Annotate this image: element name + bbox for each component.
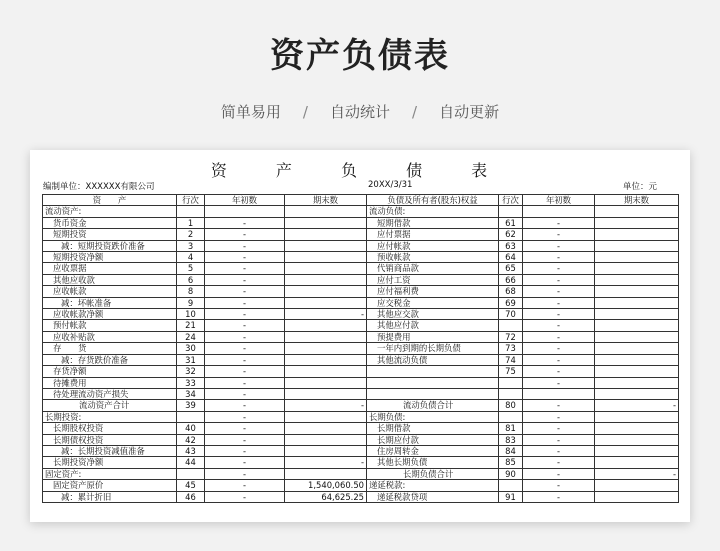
asset-opening-cell: -	[205, 366, 285, 377]
asset-item-cell: 减：短期投资跌价准备	[43, 240, 177, 251]
asset-closing-cell	[285, 331, 367, 342]
asset-opening-cell: -	[205, 480, 285, 491]
asset-line-cell: 34	[177, 388, 205, 399]
table-row	[43, 377, 679, 388]
asset-line-cell: 9	[177, 297, 205, 308]
liability-closing-cell	[595, 457, 679, 468]
liability-item-cell	[367, 366, 499, 377]
asset-opening-cell: -	[205, 263, 285, 274]
liability-item-cell: 住房周转金	[367, 445, 499, 456]
unit-label: 单位：元	[622, 182, 657, 192]
feature-auto-update: 自动更新	[439, 103, 500, 121]
liability-opening-cell: -	[523, 400, 595, 411]
asset-item-cell: 长期投资:	[43, 411, 177, 422]
liability-item-cell: 应付工资	[367, 274, 499, 285]
table-row	[43, 491, 679, 502]
asset-closing-cell: -	[285, 309, 367, 320]
table-row	[43, 331, 679, 342]
table-row	[43, 411, 679, 422]
asset-closing-cell	[285, 297, 367, 308]
asset-opening-cell: -	[205, 217, 285, 228]
liability-closing-cell	[595, 331, 679, 342]
company-label: 编制单位：XXXXXX有限公司	[43, 182, 155, 192]
liability-closing-cell	[595, 263, 679, 274]
liability-item-cell: 短期借款	[367, 217, 499, 228]
liability-item-cell: 其他流动负债	[367, 354, 499, 365]
liability-item-cell: 预收帐款	[367, 252, 499, 263]
liability-opening-cell: -	[523, 217, 595, 228]
asset-item-cell: 固定资产:	[43, 468, 177, 479]
liability-line-cell: 64	[499, 252, 523, 263]
liability-closing-cell	[595, 206, 679, 217]
liability-closing-cell	[595, 240, 679, 251]
liability-line-cell: 69	[499, 297, 523, 308]
liability-item-cell: 其他长期负债	[367, 457, 499, 468]
asset-closing-cell	[285, 434, 367, 445]
liability-opening-cell	[523, 206, 595, 217]
liability-line-cell: 68	[499, 286, 523, 297]
liability-opening-cell: -	[523, 354, 595, 365]
liability-line-cell: 75	[499, 366, 523, 377]
asset-closing-cell	[285, 217, 367, 228]
asset-opening-cell: -	[205, 423, 285, 434]
asset-item-cell: 长期债权投资	[43, 434, 177, 445]
liability-opening-cell: -	[523, 331, 595, 342]
asset-closing-cell	[285, 377, 367, 388]
liability-item-cell: 预提费用	[367, 331, 499, 342]
liability-closing-cell	[595, 388, 679, 399]
asset-closing-cell	[285, 274, 367, 285]
liability-item-cell: 其他应付款	[367, 320, 499, 331]
liability-line-cell: 61	[499, 217, 523, 228]
asset-closing-cell	[285, 320, 367, 331]
table-row	[43, 263, 679, 274]
report-date: 20XX/3/31	[368, 180, 413, 190]
liability-item-cell: 其他应交款	[367, 309, 499, 320]
asset-line-cell	[177, 468, 205, 479]
liability-closing-cell	[595, 229, 679, 240]
asset-closing-cell: -	[285, 457, 367, 468]
liability-opening-cell: -	[523, 229, 595, 240]
asset-item-cell: 其他应收款	[43, 274, 177, 285]
asset-line-cell: 42	[177, 434, 205, 445]
liability-opening-cell: -	[523, 366, 595, 377]
liability-line-cell	[499, 480, 523, 491]
col-header-closing: 期末数	[285, 195, 367, 206]
asset-opening-cell	[205, 206, 285, 217]
asset-opening-cell: -	[205, 297, 285, 308]
asset-item-cell: 货币资金	[43, 217, 177, 228]
asset-closing-cell	[285, 366, 367, 377]
asset-line-cell: 2	[177, 229, 205, 240]
feature-auto-stats: 自动统计	[329, 103, 390, 121]
liability-item-cell: 长期借款	[367, 423, 499, 434]
table-row	[43, 434, 679, 445]
liability-item-cell: 代销商品款	[367, 263, 499, 274]
liability-line-cell	[499, 411, 523, 422]
table-row	[43, 274, 679, 285]
liability-line-cell: 63	[499, 240, 523, 251]
asset-line-cell: 24	[177, 331, 205, 342]
asset-closing-cell	[285, 388, 367, 399]
liability-opening-cell: -	[523, 263, 595, 274]
asset-line-cell: 6	[177, 274, 205, 285]
asset-line-cell: 30	[177, 343, 205, 354]
asset-opening-cell: -	[205, 445, 285, 456]
liability-closing-cell	[595, 491, 679, 502]
liability-item-cell: 应付票据	[367, 229, 499, 240]
page-title: 资产负债表	[270, 36, 450, 76]
liability-opening-cell: -	[523, 457, 595, 468]
liability-item-cell	[367, 377, 499, 388]
table-row	[43, 354, 679, 365]
asset-item-cell: 长期股权投资	[43, 423, 177, 434]
table-row	[43, 229, 679, 240]
asset-opening-cell: -	[205, 274, 285, 285]
asset-opening-cell: -	[205, 377, 285, 388]
balance-sheet-table	[42, 194, 679, 503]
asset-item-cell: 应收帐款净额	[43, 309, 177, 320]
liability-opening-cell: -	[523, 286, 595, 297]
table-row	[43, 240, 679, 251]
liability-closing-cell	[595, 309, 679, 320]
table-row	[43, 480, 679, 491]
liability-closing-cell	[595, 286, 679, 297]
col-header-liabilities: 负债及所有者(股东)权益	[367, 195, 499, 206]
liability-opening-cell: -	[523, 240, 595, 251]
liability-opening-cell: -	[523, 491, 595, 502]
liability-closing-cell	[595, 320, 679, 331]
table-row	[43, 400, 679, 411]
asset-closing-cell	[285, 354, 367, 365]
asset-line-cell: 44	[177, 457, 205, 468]
asset-opening-cell: -	[205, 309, 285, 320]
asset-item-cell: 减：坏帐准备	[43, 297, 177, 308]
asset-line-cell: 5	[177, 263, 205, 274]
table-row	[43, 297, 679, 308]
liability-closing-cell	[595, 445, 679, 456]
asset-item-cell: 待处理流动资产损失	[43, 388, 177, 399]
liability-opening-cell: -	[523, 423, 595, 434]
liability-closing-cell	[595, 411, 679, 422]
col-header-closing: 期末数	[595, 195, 679, 206]
table-row	[43, 366, 679, 377]
liability-opening-cell: -	[523, 309, 595, 320]
col-header-assets: 资 产	[43, 195, 177, 206]
asset-line-cell: 46	[177, 491, 205, 502]
liability-line-cell: 83	[499, 434, 523, 445]
asset-opening-cell: -	[205, 240, 285, 251]
asset-opening-cell: -	[205, 229, 285, 240]
liability-opening-cell: -	[523, 320, 595, 331]
asset-opening-cell: -	[205, 457, 285, 468]
balance-sheet-document	[30, 150, 690, 522]
asset-opening-cell: -	[205, 320, 285, 331]
asset-closing-cell: 64,625.25	[285, 491, 367, 502]
liability-line-cell	[499, 377, 523, 388]
liability-item-cell: 长期应付款	[367, 434, 499, 445]
asset-line-cell: 1	[177, 217, 205, 228]
liability-closing-cell	[595, 343, 679, 354]
liability-closing-cell	[595, 217, 679, 228]
liability-opening-cell: -	[523, 468, 595, 479]
asset-line-cell: 45	[177, 480, 205, 491]
liability-opening-cell	[523, 388, 595, 399]
col-header-opening: 年初数	[205, 195, 285, 206]
asset-closing-cell	[285, 411, 367, 422]
asset-item-cell: 固定资产原价	[43, 480, 177, 491]
asset-line-cell: 31	[177, 354, 205, 365]
liability-closing-cell	[595, 252, 679, 263]
liability-item-cell: 一年内到期的长期负债	[367, 343, 499, 354]
asset-closing-cell	[285, 263, 367, 274]
table-row	[43, 217, 679, 228]
liability-item-cell: 长期负债合计	[367, 468, 499, 479]
asset-line-cell: 40	[177, 423, 205, 434]
col-header-line: 行次	[177, 195, 205, 206]
table-row	[43, 309, 679, 320]
liability-item-cell: 流动负债合计	[367, 400, 499, 411]
table-row	[43, 320, 679, 331]
asset-item-cell: 预付帐款	[43, 320, 177, 331]
asset-closing-cell: 1,540,060.50	[285, 480, 367, 491]
separator: /	[412, 103, 418, 121]
asset-line-cell: 4	[177, 252, 205, 263]
liability-line-cell: 91	[499, 491, 523, 502]
liability-item-cell: 应付福利费	[367, 286, 499, 297]
liability-closing-cell: -	[595, 468, 679, 479]
liability-line-cell: 73	[499, 343, 523, 354]
asset-item-cell: 存 货	[43, 343, 177, 354]
asset-closing-cell	[285, 343, 367, 354]
liability-item-cell: 长期负债:	[367, 411, 499, 422]
asset-closing-cell	[285, 252, 367, 263]
liability-line-cell: 74	[499, 354, 523, 365]
liability-closing-cell: -	[595, 400, 679, 411]
table-row	[43, 445, 679, 456]
liability-item-cell: 流动负债:	[367, 206, 499, 217]
liability-closing-cell	[595, 480, 679, 491]
liability-closing-cell	[595, 423, 679, 434]
asset-opening-cell: -	[205, 434, 285, 445]
asset-opening-cell: -	[205, 411, 285, 422]
asset-opening-cell: -	[205, 468, 285, 479]
table-row	[43, 468, 679, 479]
asset-line-cell	[177, 411, 205, 422]
liability-line-cell	[499, 206, 523, 217]
asset-opening-cell: -	[205, 400, 285, 411]
liability-closing-cell	[595, 434, 679, 445]
asset-closing-cell: -	[285, 400, 367, 411]
liability-line-cell: 65	[499, 263, 523, 274]
asset-item-cell: 短期投资净额	[43, 252, 177, 263]
asset-item-cell: 应收补贴款	[43, 331, 177, 342]
liability-closing-cell	[595, 274, 679, 285]
liability-opening-cell: -	[523, 274, 595, 285]
asset-item-cell: 应收帐款	[43, 286, 177, 297]
liability-opening-cell: -	[523, 252, 595, 263]
asset-closing-cell	[285, 445, 367, 456]
liability-opening-cell: -	[523, 480, 595, 491]
asset-item-cell: 应收票据	[43, 263, 177, 274]
liability-line-cell: 72	[499, 331, 523, 342]
liability-item-cell	[367, 388, 499, 399]
liability-closing-cell	[595, 377, 679, 388]
liability-opening-cell: -	[523, 343, 595, 354]
liability-line-cell	[499, 320, 523, 331]
table-row	[43, 286, 679, 297]
liability-line-cell: 80	[499, 400, 523, 411]
liability-closing-cell	[595, 366, 679, 377]
separator: /	[302, 103, 308, 121]
feature-tagline	[0, 101, 720, 122]
table-header-row	[43, 195, 679, 206]
asset-closing-cell	[285, 206, 367, 217]
liability-closing-cell	[595, 297, 679, 308]
asset-opening-cell: -	[205, 252, 285, 263]
asset-item-cell: 流动资产:	[43, 206, 177, 217]
asset-opening-cell: -	[205, 331, 285, 342]
asset-closing-cell	[285, 286, 367, 297]
asset-line-cell: 21	[177, 320, 205, 331]
asset-closing-cell	[285, 229, 367, 240]
table-row	[43, 343, 679, 354]
table-row	[43, 252, 679, 263]
liability-item-cell: 应付帐款	[367, 240, 499, 251]
asset-line-cell: 8	[177, 286, 205, 297]
liability-item-cell: 应交税金	[367, 297, 499, 308]
liability-opening-cell: -	[523, 377, 595, 388]
liability-line-cell: 62	[499, 229, 523, 240]
liability-item-cell: 递延税款贷项	[367, 491, 499, 502]
liability-line-cell: 84	[499, 445, 523, 456]
asset-item-cell: 短期投资	[43, 229, 177, 240]
asset-line-cell: 32	[177, 366, 205, 377]
liability-line-cell: 90	[499, 468, 523, 479]
col-header-line: 行次	[499, 195, 523, 206]
liability-item-cell: 递延税款:	[367, 480, 499, 491]
asset-closing-cell	[285, 468, 367, 479]
asset-line-cell: 39	[177, 400, 205, 411]
asset-item-cell: 减：累计折旧	[43, 491, 177, 502]
col-header-opening: 年初数	[523, 195, 595, 206]
asset-opening-cell: -	[205, 388, 285, 399]
table-row	[43, 457, 679, 468]
asset-line-cell: 33	[177, 377, 205, 388]
liability-line-cell: 81	[499, 423, 523, 434]
asset-opening-cell: -	[205, 343, 285, 354]
asset-opening-cell: -	[205, 354, 285, 365]
table-row	[43, 423, 679, 434]
liability-line-cell: 70	[499, 309, 523, 320]
asset-line-cell: 3	[177, 240, 205, 251]
liability-opening-cell: -	[523, 411, 595, 422]
sheet-title: 资 产 负 债 表	[210, 161, 510, 180]
asset-closing-cell	[285, 423, 367, 434]
liability-opening-cell: -	[523, 434, 595, 445]
asset-line-cell: 43	[177, 445, 205, 456]
liability-opening-cell: -	[523, 445, 595, 456]
asset-item-cell: 流动资产合计	[43, 400, 177, 411]
asset-opening-cell: -	[205, 286, 285, 297]
asset-item-cell: 待摊费用	[43, 377, 177, 388]
asset-item-cell: 减：长期投资减值准备	[43, 445, 177, 456]
asset-line-cell: 10	[177, 309, 205, 320]
asset-item-cell: 长期投资净额	[43, 457, 177, 468]
asset-line-cell	[177, 206, 205, 217]
liability-opening-cell: -	[523, 297, 595, 308]
asset-item-cell: 减：存货跌价准备	[43, 354, 177, 365]
table-row	[43, 388, 679, 399]
liability-line-cell: 85	[499, 457, 523, 468]
asset-item-cell: 存货净额	[43, 366, 177, 377]
feature-easy: 简单易用	[220, 103, 281, 121]
liability-closing-cell	[595, 354, 679, 365]
asset-closing-cell	[285, 240, 367, 251]
liability-line-cell	[499, 388, 523, 399]
table-row	[43, 206, 679, 217]
asset-opening-cell: -	[205, 491, 285, 502]
liability-line-cell: 66	[499, 274, 523, 285]
